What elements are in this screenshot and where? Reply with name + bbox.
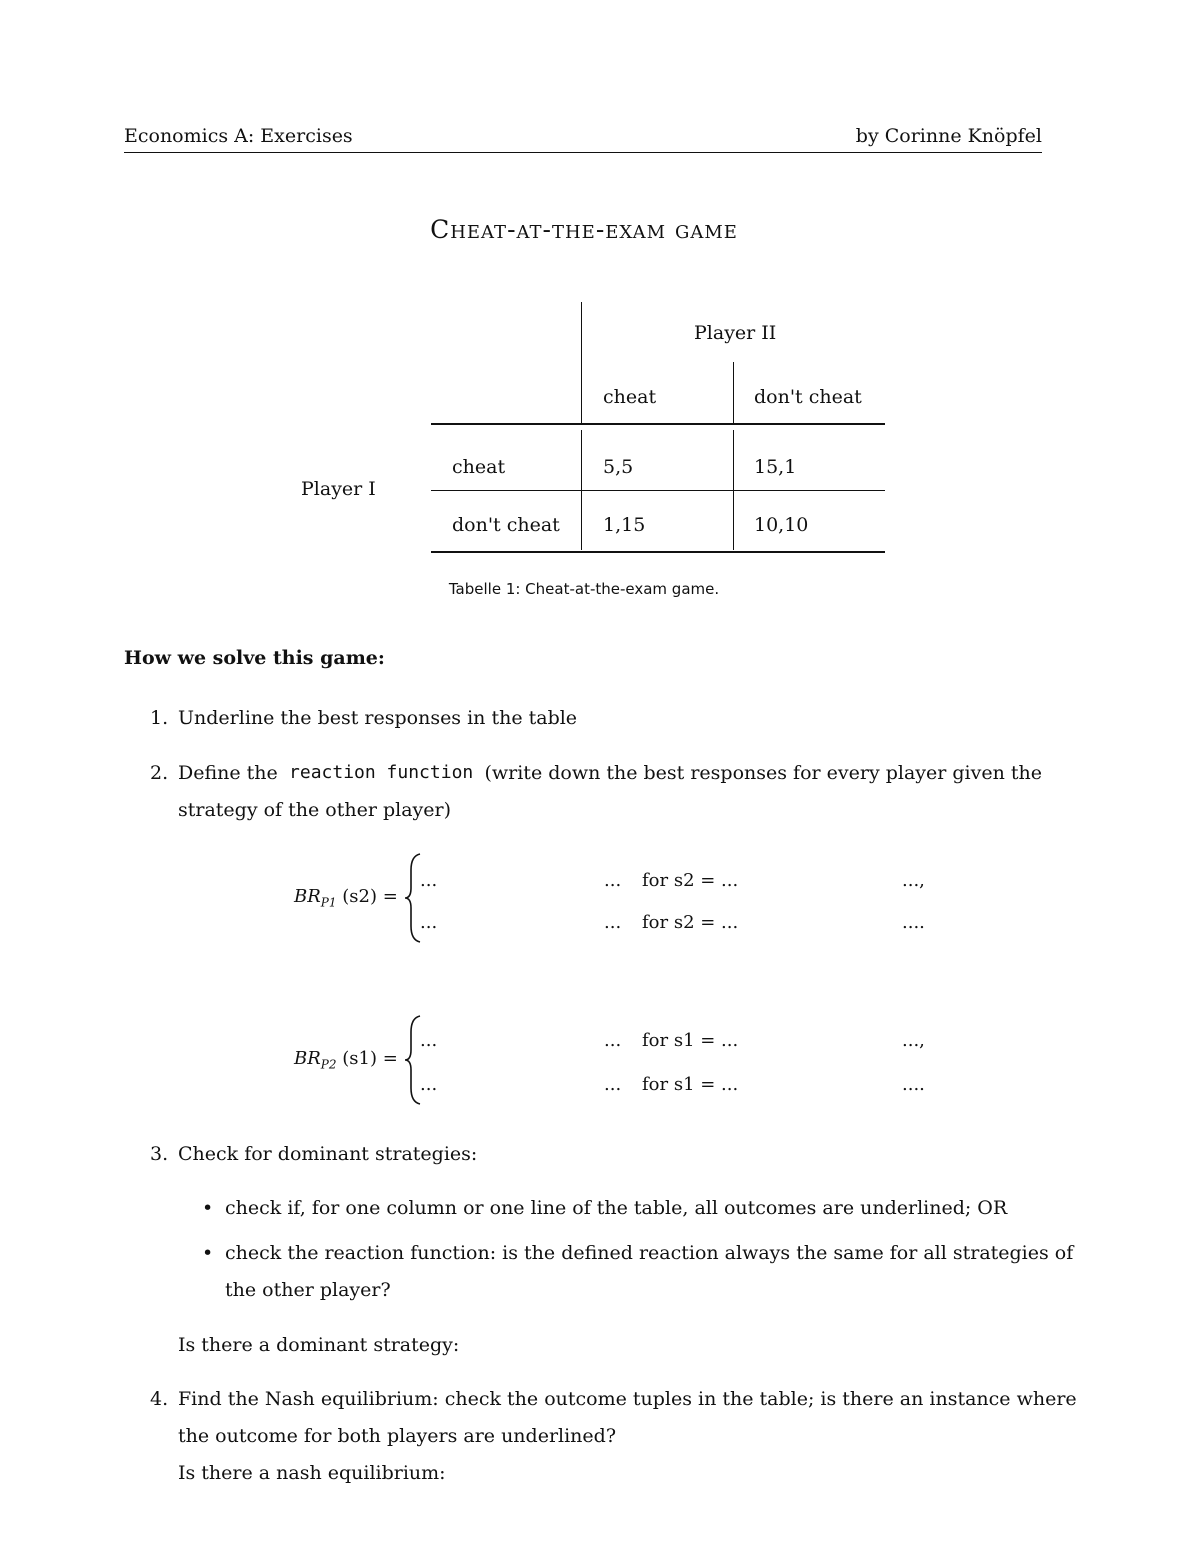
formula-cell: for s2 = ... <box>642 870 739 891</box>
step-3-bullet-1: check if, for one column or one line of the table, all outcomes are underlined; OR <box>225 1197 1008 1219</box>
table-hline-mid <box>431 490 885 491</box>
row-label-cheat: cheat <box>452 456 506 478</box>
payoff-cell: 15,1 <box>754 456 797 478</box>
payoff-cell: 10,10 <box>754 514 809 536</box>
formula-symbol: BR <box>294 1048 321 1069</box>
formula-cell: ..., <box>902 870 925 891</box>
step-4-line-2: the outcome for both players are underlined? <box>178 1425 617 1447</box>
step-2-pre: Define the <box>178 762 278 784</box>
step-number: 1. <box>150 707 169 729</box>
step-2-post: (write down the best responses for every player given the <box>484 762 1042 784</box>
step-number: 4. <box>150 1388 169 1410</box>
column-header-dont-cheat: don't cheat <box>754 386 862 408</box>
row-player-label: Player I <box>301 478 376 500</box>
step-number: 3. <box>150 1143 169 1165</box>
formula-arg: (s2) = <box>342 886 398 907</box>
header-rule <box>124 152 1042 153</box>
section-title: How we solve this game: <box>124 647 385 669</box>
formula-cell: ... <box>604 912 622 933</box>
header-left: Economics A: Exercises <box>124 125 353 147</box>
formula-arg: (s1) = <box>342 1048 398 1069</box>
column-header-cheat: cheat <box>603 386 657 408</box>
step-3-question: Is there a dominant strategy: <box>178 1334 460 1356</box>
step-3-bullet-2-line-1: check the reaction function: is the defined reaction always the same for all strategies of <box>225 1242 1074 1264</box>
step-2-line-2: strategy of the other player) <box>178 799 451 821</box>
formula-cell: ... <box>420 1074 438 1095</box>
formula-subscript: P2 <box>320 1057 337 1072</box>
formula-cell: for s1 = ... <box>642 1030 739 1051</box>
table-hline-bottom <box>431 551 885 553</box>
payoff-cell: 5,5 <box>603 456 634 478</box>
formula-lhs <box>294 1048 398 1072</box>
payoff-cell: 1,15 <box>603 514 646 536</box>
step-3-text: Check for dominant strategies: <box>178 1143 478 1165</box>
formula-cell: ..., <box>902 1030 925 1051</box>
formula-cell: .... <box>902 912 925 933</box>
header-right: by Corinne Knöpfel <box>855 125 1042 147</box>
formula-lhs <box>294 886 398 910</box>
table-vline-subheader <box>733 362 734 424</box>
formula-cell: ... <box>420 1030 438 1051</box>
table-vline-header <box>581 302 582 424</box>
step-2-line-1 <box>178 762 1042 784</box>
row-label-dont-cheat: don't cheat <box>452 514 560 536</box>
formula-cell: .... <box>902 1074 925 1095</box>
column-player-label: Player II <box>694 322 777 344</box>
formula-cell: ... <box>604 870 622 891</box>
formula-symbol: BR <box>294 886 321 907</box>
table-caption: Tabelle 1: Cheat-at-the-exam game. <box>448 580 720 598</box>
bullet-icon: • <box>202 1242 214 1264</box>
page-title: Cheat-at-the-exam game <box>430 215 738 244</box>
bullet-icon: • <box>202 1197 214 1219</box>
table-hline-top <box>431 423 885 425</box>
formula-cell: for s2 = ... <box>642 912 739 933</box>
step-3-bullet-2-line-2: the other player? <box>225 1279 391 1301</box>
step-4-line-1: Find the Nash equilibrium: check the outcome tuples in the table; is there an instance where <box>178 1388 1077 1410</box>
step-number: 2. <box>150 762 169 784</box>
formula-cell: for s1 = ... <box>642 1074 739 1095</box>
step-2-term: reaction function <box>289 762 474 783</box>
formula-cell: ... <box>420 912 438 933</box>
step-1-text: Underline the best responses in the table <box>178 707 578 729</box>
step-4-question: Is there a nash equilibrium: <box>178 1462 446 1484</box>
formula-cell: ... <box>604 1074 622 1095</box>
formula-cell: ... <box>604 1030 622 1051</box>
formula-subscript: P1 <box>320 895 337 910</box>
formula-cell: ... <box>420 870 438 891</box>
